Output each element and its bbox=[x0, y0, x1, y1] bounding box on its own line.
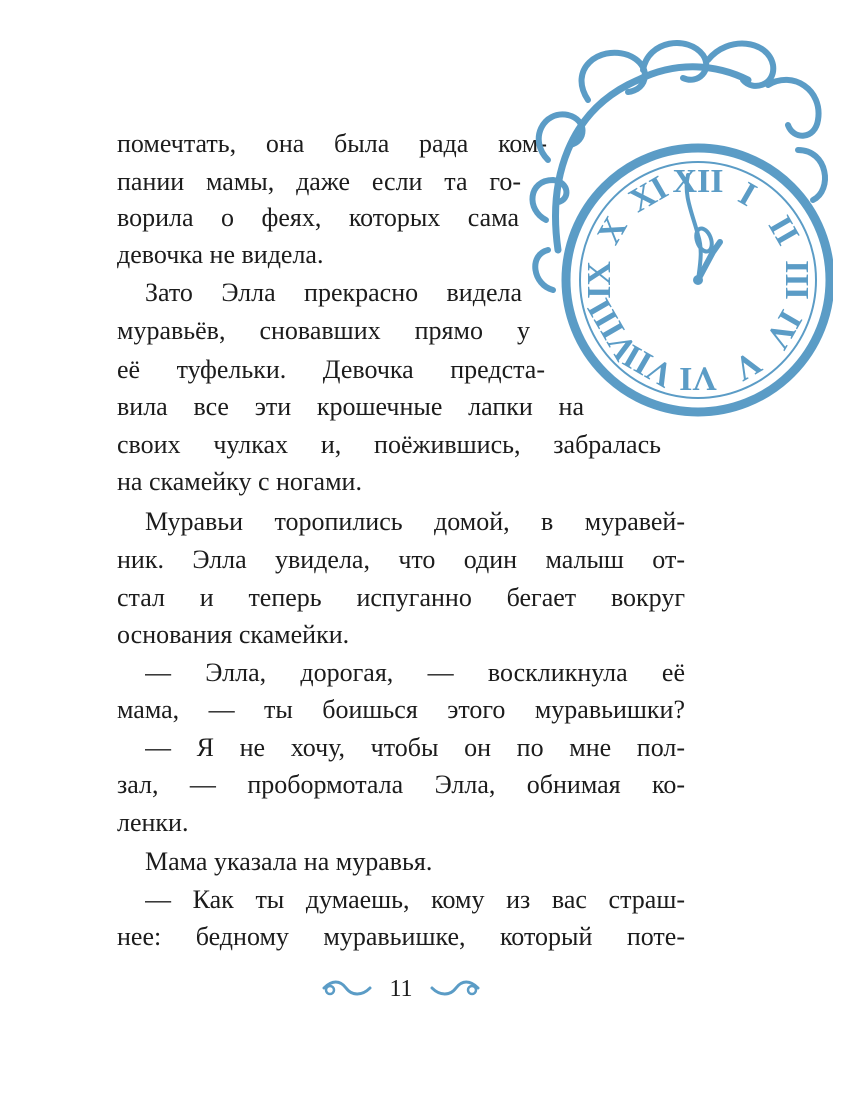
clock-numeral: VI bbox=[679, 360, 717, 398]
text-line: её туфельки. Девочка предста- bbox=[117, 355, 545, 384]
text-line: Мама указала на муравья. bbox=[145, 847, 433, 876]
clock-numeral: II bbox=[760, 209, 807, 252]
text-line: муравьёв, сновавших прямо у bbox=[117, 316, 530, 345]
text-line: ленки. bbox=[117, 808, 189, 837]
text-line: зал, — пробормотала Элла, обнимая ко- bbox=[117, 770, 685, 799]
text-line: основания скамейки. bbox=[117, 620, 350, 649]
left-flourish-icon bbox=[322, 976, 372, 1000]
clock-numeral: V bbox=[727, 343, 768, 388]
clock-numeral: XII bbox=[672, 162, 724, 200]
text-line: мама, — ты боишься этого муравьишки? bbox=[117, 695, 685, 724]
clock-numeral: X bbox=[590, 210, 635, 251]
text-line: стал и теперь испуганно бегает вокруг bbox=[117, 583, 685, 612]
text-line: своих чулках и, поёжившись, забралась bbox=[117, 430, 661, 459]
clock-illustration bbox=[528, 30, 833, 425]
text-line: — Я не хочу, чтобы он по мне пол- bbox=[145, 733, 685, 762]
text-line: пании мамы, даже если та го- bbox=[117, 167, 521, 196]
text-line: — Как ты думаешь, кому из вас страш- bbox=[145, 885, 685, 914]
page-footer bbox=[0, 970, 853, 1010]
text-line: нее: бедному муравьишке, который поте- bbox=[117, 922, 685, 951]
page-number: 11 bbox=[389, 976, 413, 1002]
text-line: Зато Элла прекрасно видела bbox=[145, 278, 522, 307]
text-line: девочка не видела. bbox=[117, 240, 324, 269]
clock-numeral: III bbox=[778, 260, 816, 300]
text-line: вила все эти крошечные лапки на bbox=[117, 392, 584, 421]
text-line: на скамейку с ногами. bbox=[117, 467, 362, 496]
clock-numeral: VIII bbox=[580, 292, 645, 367]
text-line: помечтать, она была рада ком- bbox=[117, 129, 547, 158]
text-line: ворила о феях, которых сама bbox=[117, 203, 519, 232]
clock-numeral: I bbox=[732, 175, 763, 214]
clock-numeral: VII bbox=[617, 336, 680, 395]
clock-numeral: XI bbox=[623, 169, 675, 221]
text-line: ник. Элла увидела, что один малыш от- bbox=[117, 545, 685, 574]
text-line: — Элла, дорогая, — воскликнула её bbox=[145, 658, 685, 687]
clock-numeral: IX bbox=[580, 261, 618, 299]
right-flourish-icon bbox=[430, 976, 480, 1000]
clock-numeral: IV bbox=[757, 303, 809, 355]
text-line: Муравьи торопились домой, в муравей- bbox=[145, 507, 685, 536]
